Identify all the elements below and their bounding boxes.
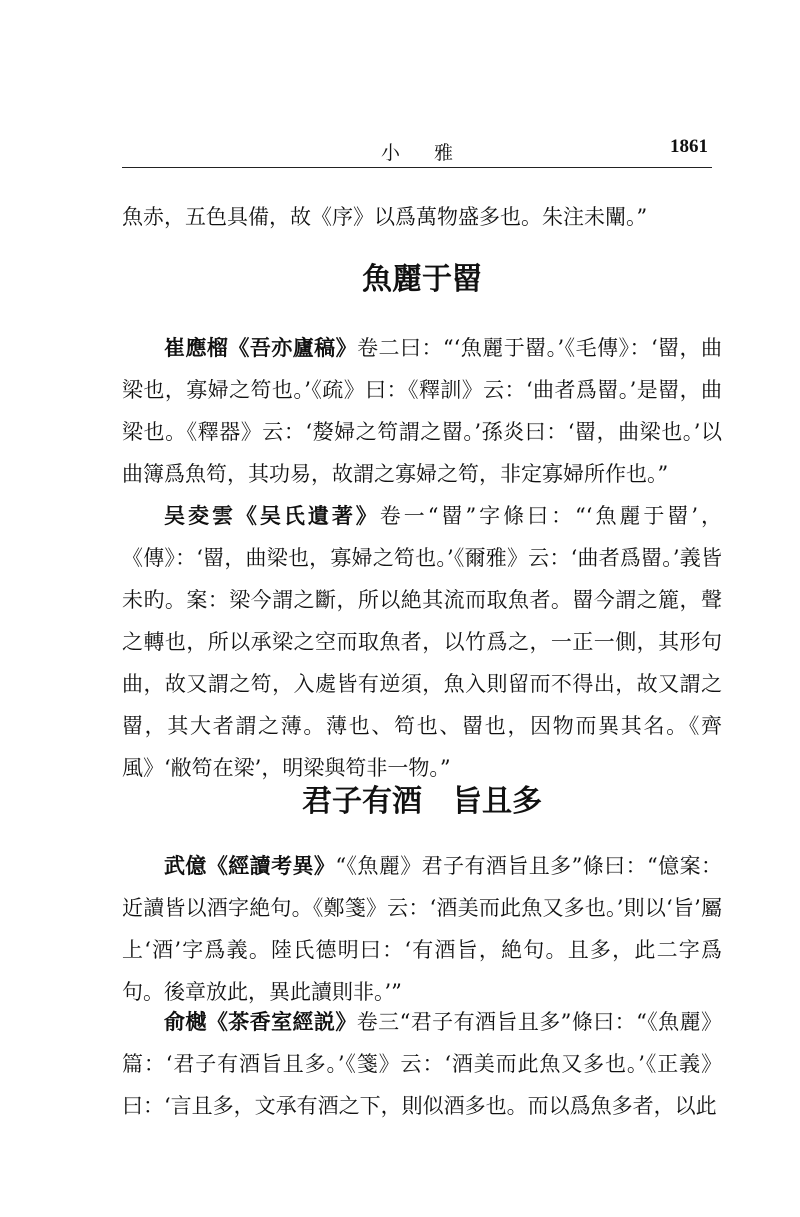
paragraph-wu-yi [122,845,722,1013]
paragraph-text: “《魚麗》君子有酒旨且多”條曰：“億案：近讀皆以酒字絶句。《鄭箋》云：‘酒美而此魚又多也。’則以‘旨’屬上‘酒’字爲義。陸氏德明曰：‘有酒旨，絶句。且多，此二字爲句。後章放此，異此讀則非。’” [122,854,722,1004]
paragraph-author: 崔應榴《吾亦廬稿》 [164,335,358,360]
paragraph-wu-lingyun [122,495,722,789]
header-rule [122,167,712,168]
paragraph-text: 魚赤，五色具備，故《序》以爲萬物盛多也。朱注未闡。” [122,205,648,229]
paragraph-author: 俞樾《茶香室經説》 [164,1009,357,1034]
running-title: 小雅 [380,142,487,164]
paragraph-text: 卷一“罶”字條曰：“‘魚麗于罶’，《傳》：‘罶，曲梁也，寡婦之笱也。’《爾雅》云：‘曲者爲罶。’義皆未旳。案：梁今謂之斷，所以絶其流而取魚者。罶今謂之簏，聲之轉也，所以承梁之空而取魚者，以竹爲之，一正一側，其形句曲，故又謂之笱，入處皆有逆須，魚入則留而不得出，故又謂之罶，其大者謂之薄。薄也、笱也、罶也，因物而異其名。《齊風》‘敝笱在梁’，明梁與笱非一物。” [122,504,723,780]
paragraph-text: 卷二曰：“‘魚麗于罶。’《毛傳》：‘罶，曲梁也，寡婦之笱也。’《疏》曰：《釋訓》云：‘曲者爲罶。’是罶，曲梁也。《釋器》云：‘嫠婦之笱謂之罶。’孫炎曰：‘罶，曲梁也。’以曲簿爲魚笱，其功易，故謂之寡婦之笱，非定寡婦所作也。” [122,336,722,486]
paragraph-author: 吴夌雲《吴氏遺著》 [164,503,380,528]
paragraph-cui [122,327,722,495]
paragraph-author: 武億《經讀考異》 [164,853,336,878]
page-number: 1861 [670,136,708,157]
paragraph-continued [122,196,722,238]
paragraph-text: 卷三“君子有酒旨且多”條曰：“《魚麗》篇：‘君子有酒旨且多。’《箋》云：‘酒美而此魚又多也。’《正義》曰：‘言且多，文承有酒之下，則似酒多也。而以爲魚多者，以此 [122,1010,722,1118]
section-heading: 君子有酒 旨且多 [302,784,542,819]
section-heading: 魚麗于罶 [362,262,482,297]
running-header [122,134,712,166]
paragraph-yu-yue [122,1001,722,1127]
